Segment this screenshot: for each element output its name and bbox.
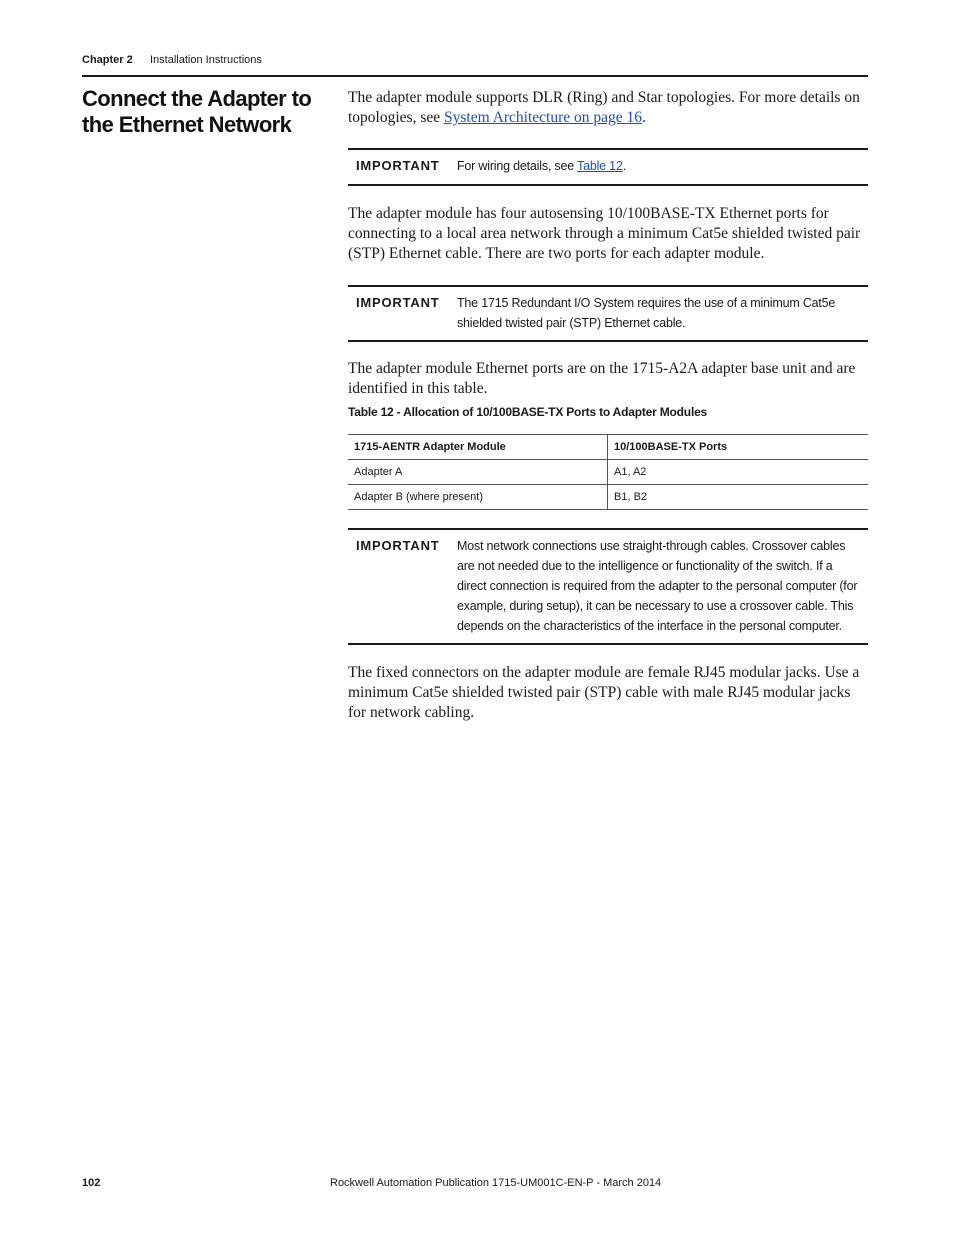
cell-ports: A1, A2 [608,460,869,485]
location-paragraph: The adapter module Ethernet ports are on the 1715-A2A adapter base unit and are identified in this table. [348,360,856,397]
page-number: 102 [82,1177,101,1189]
table-12-link[interactable]: Table 12 [577,159,623,173]
important-box-crossover [348,528,868,645]
important-text-start: For wiring details, see [457,159,578,173]
important-box-cable [348,285,868,342]
table-row [348,485,868,510]
connectors-paragraph: The fixed connectors on the adapter module are female RJ45 modular jacks. Use a minimum Cat5e shielded twisted pair (STP) cable with male RJ45 modular jacks for network cabling. [348,664,860,721]
cell-module: Adapter B (where present) [348,485,608,510]
important-text: Most network connections use straight-through cables. Crossover cables are not needed due to the intelligence or functionality of the switch. If a direct connection is required from the adapter to the personal computer (for example, during setup), it can be necessary to use a crossover cable. This depends on the characteristics of the interface in the personal computer. [457,539,858,633]
important-text: The 1715 Redundant I/O System requires the use of a minimum Cat5e shielded twisted pair (STP) Ethernet cable. [457,296,836,330]
ports-paragraph: The adapter module has four autosensing 10/100BASE-TX Ethernet ports for connecting to a local area network through a minimum Cat5e shielded twisted pair (STP) Ethernet cable. There are two ports for each adapter module. [348,205,861,262]
important-box-wiring [348,148,868,186]
intro-text-end: . [642,109,646,126]
table-header-row [348,435,868,460]
chapter-label: Chapter 2 [82,54,133,66]
table-caption: Table 12 - Allocation of 10/100BASE-TX Ports to Adapter Modules [348,405,708,419]
intro-paragraph [348,88,868,128]
column-header-ports: 10/100BASE-TX Ports [608,435,869,460]
intro-text: The adapter module supports DLR (Ring) and Star topologies. For more details on topologies, see [348,89,860,126]
important-text-end: . [622,159,626,173]
important-text [457,150,868,183]
cell-ports: B1, B2 [608,485,869,510]
important-label: IMPORTANT [356,158,440,173]
table-row [348,460,868,485]
section-label: Installation Instructions [150,54,262,66]
ports-table [348,434,868,510]
running-header [82,52,868,76]
header-rule [82,75,868,77]
cell-module: Adapter A [348,460,608,485]
publication-info: Rockwell Automation Publication 1715-UM001C-EN-P - March 2014 [330,1177,662,1189]
section-heading: Connect the Adapter to the Ethernet Network [82,86,312,137]
system-architecture-link[interactable]: System Architecture on page 16 [444,109,643,126]
important-label: IMPORTANT [356,295,440,310]
important-label: IMPORTANT [356,538,440,553]
column-header-module: 1715-AENTR Adapter Module [348,435,608,460]
